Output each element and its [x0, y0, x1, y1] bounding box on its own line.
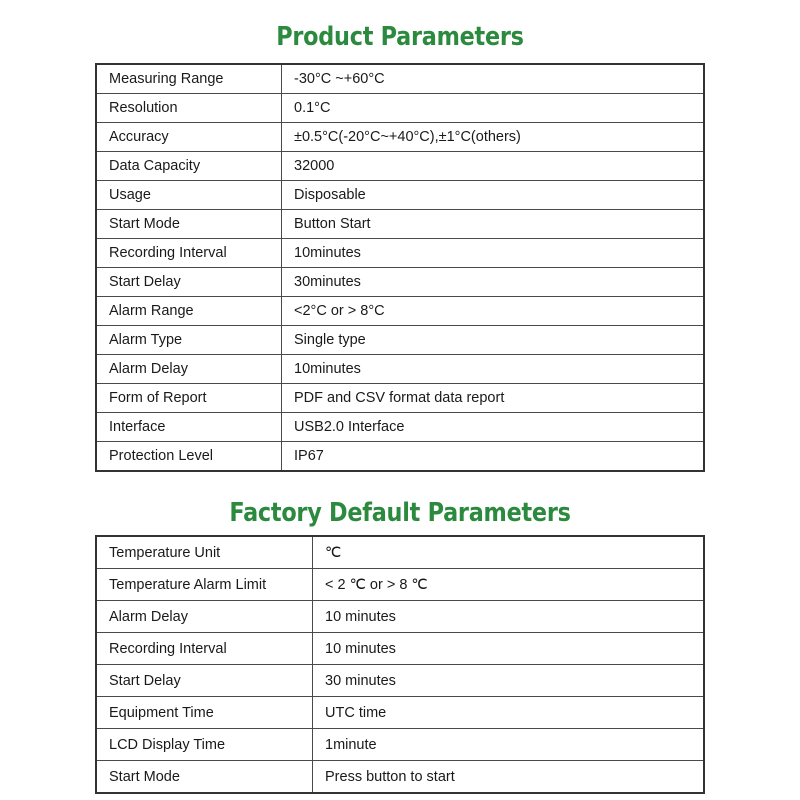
parameter-value-cell: Button Start: [282, 210, 705, 239]
parameter-value-cell: 1minute: [313, 729, 705, 761]
parameter-value-cell: USB2.0 Interface: [282, 413, 705, 442]
parameter-value-cell: 30 minutes: [313, 665, 705, 697]
page-title-product-parameters: Product Parameters: [276, 22, 524, 52]
table-row: [96, 413, 704, 442]
parameter-value-cell: 10 minutes: [313, 633, 705, 665]
table-row: [96, 384, 704, 413]
parameter-name-cell: Equipment Time: [96, 697, 313, 729]
parameter-value-cell: 10 minutes: [313, 601, 705, 633]
parameter-value-cell: IP67: [282, 442, 705, 472]
table-row: [96, 633, 704, 665]
parameter-name-cell: Alarm Range: [96, 297, 282, 326]
parameter-name-cell: Form of Report: [96, 384, 282, 413]
parameter-value-cell: ±0.5°C(-20°C~+40°C),±1°C(others): [282, 123, 705, 152]
table-row: [96, 94, 704, 123]
parameter-name-cell: Start Mode: [96, 761, 313, 794]
product-parameters-table-body: [96, 64, 704, 471]
parameter-value-cell: ℃: [313, 536, 705, 569]
table-row: [96, 64, 704, 94]
parameter-name-cell: Alarm Type: [96, 326, 282, 355]
table-row: [96, 729, 704, 761]
parameter-name-cell: Usage: [96, 181, 282, 210]
parameter-name-cell: Temperature Unit: [96, 536, 313, 569]
table-row: [96, 297, 704, 326]
parameter-value-cell: 10minutes: [282, 239, 705, 268]
table-row: [96, 601, 704, 633]
parameter-name-cell: Start Mode: [96, 210, 282, 239]
parameter-name-cell: Interface: [96, 413, 282, 442]
parameter-value-cell: 32000: [282, 152, 705, 181]
parameter-value-cell: 10minutes: [282, 355, 705, 384]
factory-default-parameters-table: [95, 535, 705, 794]
table-row: [96, 536, 704, 569]
table-row: [96, 355, 704, 384]
table-row: [96, 326, 704, 355]
parameter-value-cell: UTC time: [313, 697, 705, 729]
product-parameters-table: [95, 63, 705, 472]
parameter-name-cell: Temperature Alarm Limit: [96, 569, 313, 601]
parameter-value-cell: Press button to start: [313, 761, 705, 794]
parameter-name-cell: Data Capacity: [96, 152, 282, 181]
parameter-value-cell: -30°C ~+60°C: [282, 64, 705, 94]
table-row: [96, 152, 704, 181]
table-row: [96, 665, 704, 697]
parameter-name-cell: Alarm Delay: [96, 355, 282, 384]
parameter-name-cell: Recording Interval: [96, 239, 282, 268]
table-row: [96, 442, 704, 472]
table-row: [96, 210, 704, 239]
table-row: [96, 761, 704, 794]
parameter-name-cell: Resolution: [96, 94, 282, 123]
table-row: [96, 181, 704, 210]
page-title-factory-default-parameters: Factory Default Parameters: [229, 498, 571, 528]
parameter-name-cell: Measuring Range: [96, 64, 282, 94]
table-row: [96, 268, 704, 297]
parameter-value-cell: 30minutes: [282, 268, 705, 297]
table-row: [96, 239, 704, 268]
table-row: [96, 123, 704, 152]
parameter-name-cell: Alarm Delay: [96, 601, 313, 633]
parameter-name-cell: Recording Interval: [96, 633, 313, 665]
parameter-name-cell: Start Delay: [96, 665, 313, 697]
parameter-value-cell: PDF and CSV format data report: [282, 384, 705, 413]
parameter-name-cell: Start Delay: [96, 268, 282, 297]
parameter-value-cell: 0.1°C: [282, 94, 705, 123]
parameter-name-cell: LCD Display Time: [96, 729, 313, 761]
parameter-value-cell: < 2 ℃ or > 8 ℃: [313, 569, 705, 601]
parameter-value-cell: Single type: [282, 326, 705, 355]
parameter-value-cell: <2°C or > 8°C: [282, 297, 705, 326]
parameter-value-cell: Disposable: [282, 181, 705, 210]
parameter-name-cell: Protection Level: [96, 442, 282, 472]
factory-default-parameters-table-body: [96, 536, 704, 793]
table-row: [96, 697, 704, 729]
parameter-name-cell: Accuracy: [96, 123, 282, 152]
table-row: [96, 569, 704, 601]
